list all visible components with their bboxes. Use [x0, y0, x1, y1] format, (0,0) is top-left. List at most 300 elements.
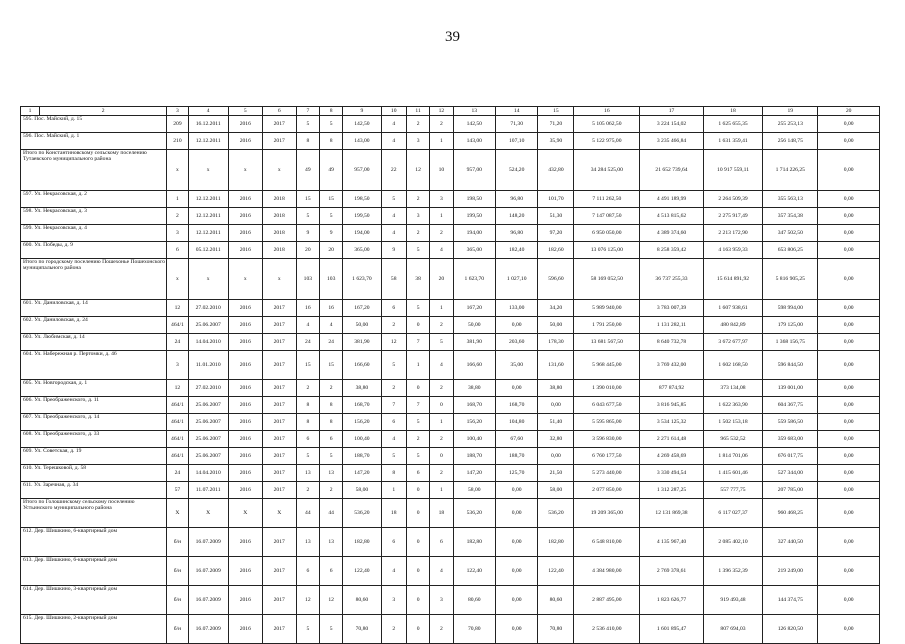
table-cell: 18	[381, 499, 406, 528]
table-cell: 58,00	[538, 482, 574, 499]
table-cell: 256 148,75	[763, 133, 818, 150]
table-cell: x	[188, 259, 228, 300]
table-cell: 210	[167, 133, 188, 150]
table-cell: 38,80	[538, 380, 574, 397]
table-cell: 122,40	[538, 557, 574, 586]
table-cell: x	[228, 259, 262, 300]
table-cell: 2016	[228, 334, 262, 351]
table-cell: 5	[430, 334, 453, 351]
table-cell: 8	[320, 133, 343, 150]
table-cell: 70,80	[538, 615, 574, 644]
table-cell: 188,70	[343, 448, 381, 465]
table-cell: 1 623,70	[343, 259, 381, 300]
table-cell: 11.07.2011	[188, 482, 228, 499]
table-cell: 5 273 440,00	[574, 465, 640, 482]
address-cell: 610. Ул. Терешковой, д. 58	[21, 465, 167, 482]
table-cell: 80,60	[453, 586, 495, 615]
table-cell: 2 077 850,00	[574, 482, 640, 499]
table-cell: 7 147 087,50	[574, 208, 640, 225]
table-cell: 12 131 869,38	[640, 499, 704, 528]
table-cell: 2018	[262, 191, 296, 208]
column-number-header: 9	[343, 107, 381, 116]
table-cell: 5 122 975,00	[574, 133, 640, 150]
table-cell: 25.06.2007	[188, 317, 228, 334]
table-cell: 3	[167, 351, 188, 380]
table-cell: 15 614 891,92	[703, 259, 762, 300]
table-cell: 19 209 365,00	[574, 499, 640, 528]
table-cell: 1 368 156,75	[763, 334, 818, 351]
table-cell: 96,80	[496, 225, 538, 242]
table-cell: 2 275 917,49	[703, 208, 762, 225]
table-cell: 36 737 255,33	[640, 259, 704, 300]
table-cell: 167,20	[343, 300, 381, 317]
table-cell: 2	[406, 191, 429, 208]
table-cell: 20	[320, 242, 343, 259]
table-cell: 0,00	[818, 150, 880, 191]
table-cell: 166,60	[343, 351, 381, 380]
table-cell: 0,00	[496, 482, 538, 499]
table-cell: 71,30	[496, 116, 538, 133]
table-cell: 0	[406, 557, 429, 586]
table-cell: 7	[406, 334, 429, 351]
table-cell: 199,50	[453, 208, 495, 225]
table-cell: 464/1	[167, 431, 188, 448]
table-cell: 16.07.2009	[188, 615, 228, 644]
table-cell: 464/1	[167, 317, 188, 334]
address-cell: 603. Ул. Любимская, д. 14	[21, 334, 167, 351]
table-cell: 355 563,13	[763, 191, 818, 208]
table-cell: 25.06.2007	[188, 431, 228, 448]
table-cell: 103	[320, 259, 343, 300]
address-cell: 601. Ул. Даниловская, д. 14	[21, 300, 167, 317]
table-cell: 5	[406, 300, 429, 317]
table-cell: 2016	[228, 586, 262, 615]
table-cell: 104,80	[496, 414, 538, 431]
table-cell: 156,20	[343, 414, 381, 431]
table-cell: 25.06.2007	[188, 414, 228, 431]
table-cell: 0	[430, 448, 453, 465]
table-cell: 6	[381, 414, 406, 431]
table-cell: 144 374,75	[763, 586, 818, 615]
table-cell: 2017	[262, 300, 296, 317]
table-cell: 49	[320, 150, 343, 191]
table-cell: 2016	[228, 448, 262, 465]
table-cell: 5	[320, 116, 343, 133]
table-cell: 2	[381, 615, 406, 644]
table-cell: 142,50	[453, 116, 495, 133]
table-cell: 2017	[262, 334, 296, 351]
table-cell: 1 631 359,41	[703, 133, 762, 150]
table-cell: 167,20	[453, 300, 495, 317]
table-cell: 2 536 410,00	[574, 615, 640, 644]
table-cell: 0,00	[496, 615, 538, 644]
table-cell: 2016	[228, 300, 262, 317]
table-cell: 919 493,48	[703, 586, 762, 615]
table-cell: 1 607 938,61	[703, 300, 762, 317]
table-cell: 207 785,00	[763, 482, 818, 499]
table-cell: X	[228, 499, 262, 528]
table-cell: 604 367,75	[763, 397, 818, 414]
table-row	[21, 133, 880, 150]
table-cell: 122,40	[453, 557, 495, 586]
table-cell: 0,00	[818, 208, 880, 225]
table-cell: 2016	[228, 208, 262, 225]
table-cell: 24	[167, 334, 188, 351]
table-cell: 0,00	[818, 317, 880, 334]
table-cell: 0,00	[818, 259, 880, 300]
table-cell: 100,40	[343, 431, 381, 448]
table-cell: 15	[320, 191, 343, 208]
table-cell: 1	[167, 191, 188, 208]
table-cell: 2018	[262, 242, 296, 259]
column-number-header: 10	[381, 107, 406, 116]
table-cell: 596 844,50	[763, 351, 818, 380]
table-cell: 524,20	[496, 150, 538, 191]
table-cell: 6	[296, 557, 319, 586]
table-cell: 6	[167, 242, 188, 259]
table-cell: 4	[320, 317, 343, 334]
table-cell: 2	[430, 615, 453, 644]
table-cell: 2	[406, 431, 429, 448]
table-cell: 0	[406, 586, 429, 615]
table-cell: 2	[430, 317, 453, 334]
table-cell: 3 816 945,85	[640, 397, 704, 414]
table-cell: 2017	[262, 351, 296, 380]
address-cell: 595. Пос. Майский, д. 15	[21, 116, 167, 133]
table-cell: 3	[430, 191, 453, 208]
table-row	[21, 586, 880, 615]
table-cell: 957,00	[343, 150, 381, 191]
table-cell: 20	[430, 259, 453, 300]
table-cell: 1	[381, 482, 406, 499]
table-cell: 0,00	[818, 465, 880, 482]
table-cell: 2017	[262, 465, 296, 482]
table-cell: 21 652 739,64	[640, 150, 704, 191]
table-cell: 2 271 614,48	[640, 431, 704, 448]
table-cell: 0	[406, 615, 429, 644]
table-cell: 44	[296, 499, 319, 528]
table-cell: 67,60	[496, 431, 538, 448]
table-cell: 6	[406, 465, 429, 482]
table-cell: 71,20	[538, 116, 574, 133]
table-cell: 5	[381, 448, 406, 465]
table-cell: 182,40	[496, 242, 538, 259]
table-cell: 2016	[228, 397, 262, 414]
table-cell: x	[167, 150, 188, 191]
table-cell: 2	[296, 482, 319, 499]
address-cell: 611. Ул. Заречная, д. 34	[21, 482, 167, 499]
table-cell: 0,00	[818, 528, 880, 557]
table-cell: 143,00	[343, 133, 381, 150]
table-cell: 194,00	[343, 225, 381, 242]
table-cell: 3	[167, 225, 188, 242]
table-cell: 168,70	[496, 397, 538, 414]
table-cell: 6	[320, 557, 343, 586]
table-cell: 0,00	[818, 225, 880, 242]
table-cell: 16.07.2009	[188, 528, 228, 557]
table-cell: 1 131 282,11	[640, 317, 704, 334]
table-cell: 51,30	[538, 208, 574, 225]
table-cell: 100,40	[453, 431, 495, 448]
table-cell: 0,00	[818, 414, 880, 431]
table-cell: 536,20	[453, 499, 495, 528]
table-cell: 148,20	[496, 208, 538, 225]
table-cell: 199,50	[343, 208, 381, 225]
table-cell: 365,00	[453, 242, 495, 259]
table-cell: 7	[406, 397, 429, 414]
table-cell: 0,00	[818, 448, 880, 465]
address-cell: 602. Ул. Даниловская, д. 24	[21, 317, 167, 334]
table-cell: 6	[381, 528, 406, 557]
table-cell: 8	[320, 397, 343, 414]
address-cell: Итого по Константиновскому сельскому поселению Тутаевского муниципального района	[21, 150, 167, 191]
column-number-header: 7	[296, 107, 319, 116]
address-cell: 596. Пос. Майский, д. 1	[21, 133, 167, 150]
table-cell: x	[262, 150, 296, 191]
address-cell: 606. Ул. Преображенского, д. 11	[21, 397, 167, 414]
table-cell: 12	[167, 380, 188, 397]
table-cell: 2017	[262, 414, 296, 431]
table-cell: 1 312 287,25	[640, 482, 704, 499]
table-cell: 2 085 402,10	[703, 528, 762, 557]
table-cell: 179 125,00	[763, 317, 818, 334]
table-cell: 464/1	[167, 448, 188, 465]
table-cell: б/н	[167, 615, 188, 644]
table-cell: 24	[296, 334, 319, 351]
table-cell: 2016	[228, 317, 262, 334]
table-cell: 2 264 509,39	[703, 191, 762, 208]
table-cell: 12	[167, 300, 188, 317]
table-cell: 3 224 154,02	[640, 116, 704, 133]
table-cell: 12.12.2011	[188, 225, 228, 242]
column-number-header: 4	[188, 107, 228, 116]
table-cell: 50,00	[453, 317, 495, 334]
table-cell: 3 769 432,00	[640, 351, 704, 380]
table-row	[21, 208, 880, 225]
table-cell: 1 602 168,50	[703, 351, 762, 380]
table-cell: 24	[320, 334, 343, 351]
table-cell: 2	[320, 380, 343, 397]
table-cell: 2017	[262, 380, 296, 397]
table-cell: 4 269 458,69	[640, 448, 704, 465]
column-number-header: 13	[453, 107, 495, 116]
table-cell: 1	[430, 482, 453, 499]
table-cell: 1	[430, 133, 453, 150]
table-cell: 9	[296, 225, 319, 242]
table-cell: 4	[430, 557, 453, 586]
address-cell: 600. Ул. Победы, д. 9	[21, 242, 167, 259]
table-cell: 559 586,50	[763, 414, 818, 431]
table-cell: 4	[381, 133, 406, 150]
table-cell: 0,00	[818, 397, 880, 414]
table-cell: 464/1	[167, 397, 188, 414]
table-row	[21, 499, 880, 528]
table-cell: 194,00	[453, 225, 495, 242]
table-cell: 4 389 374,60	[640, 225, 704, 242]
table-cell: 4 384 980,00	[574, 557, 640, 586]
table-cell: 0,00	[818, 116, 880, 133]
table-cell: 1 390 010,00	[574, 380, 640, 397]
table-cell: 0	[406, 528, 429, 557]
column-number-header: 2	[40, 107, 167, 116]
address-cell: Итого по городскому поселению Пошехонье Пошехонского муниципального района	[21, 259, 167, 300]
table-cell: 8 258 359,42	[640, 242, 704, 259]
table-cell: 3	[406, 133, 429, 150]
table-cell: 359 683,00	[763, 431, 818, 448]
table-cell: 464/1	[167, 414, 188, 431]
table-cell: 1 027,10	[496, 259, 538, 300]
table-cell: 877 874,92	[640, 380, 704, 397]
column-number-header: 17	[640, 107, 704, 116]
table-cell: 2017	[262, 528, 296, 557]
table-cell: 1 415 601,46	[703, 465, 762, 482]
table-cell: 182,80	[343, 528, 381, 557]
table-cell: 3	[406, 208, 429, 225]
table-cell: 0,00	[538, 448, 574, 465]
table-cell: 13	[320, 528, 343, 557]
table-cell: 0,00	[818, 615, 880, 644]
table-cell: 6	[381, 300, 406, 317]
table-cell: 5 595 865,00	[574, 414, 640, 431]
table-cell: 5 816 905,25	[763, 259, 818, 300]
table-cell: 807 694,03	[703, 615, 762, 644]
table-cell: 107,10	[496, 133, 538, 150]
table-cell: 12.12.2011	[188, 133, 228, 150]
table-cell: x	[188, 150, 228, 191]
table-cell: 2	[406, 116, 429, 133]
table-cell: 3 534 125,32	[640, 414, 704, 431]
table-cell: 381,90	[343, 334, 381, 351]
table-cell: 0,00	[818, 499, 880, 528]
table-cell: 57	[167, 482, 188, 499]
table-cell: 12	[406, 150, 429, 191]
subtotal-row	[21, 150, 880, 191]
table-cell: 5 989 940,00	[574, 300, 640, 317]
table-cell: 373 134,08	[703, 380, 762, 397]
table-cell: 4 163 959,33	[703, 242, 762, 259]
table-cell: 7	[381, 397, 406, 414]
table-header-row	[21, 107, 880, 116]
table-cell: 4 491 189,99	[640, 191, 704, 208]
table-cell: X	[167, 499, 188, 528]
table-cell: 2016	[228, 225, 262, 242]
table-cell: 12	[320, 586, 343, 615]
table-cell: 1 622 363,90	[703, 397, 762, 414]
table-cell: 8	[296, 397, 319, 414]
table-cell: 8	[381, 465, 406, 482]
table-cell: 2	[430, 225, 453, 242]
table-cell: 2016	[228, 242, 262, 259]
table-row	[21, 528, 880, 557]
table-cell: 381,90	[453, 334, 495, 351]
address-cell: 608. Ул. Преображенского, д. 33	[21, 431, 167, 448]
table-cell: 5	[320, 208, 343, 225]
table-row	[21, 116, 880, 133]
table-cell: 38	[406, 259, 429, 300]
table-cell: 527 344,00	[763, 465, 818, 482]
table-cell: 4 513 815,62	[640, 208, 704, 225]
table-cell: 0,00	[496, 586, 538, 615]
table-cell: 16	[320, 300, 343, 317]
table-cell: 13	[320, 465, 343, 482]
table-cell: 122,40	[343, 557, 381, 586]
table-cell: 3 596 830,00	[574, 431, 640, 448]
table-cell: 4	[381, 557, 406, 586]
table-row	[21, 242, 880, 259]
table-cell: 8	[296, 133, 319, 150]
table-cell: 182,80	[538, 528, 574, 557]
table-cell: 2018	[262, 208, 296, 225]
table-cell: 80,60	[343, 586, 381, 615]
table-row	[21, 317, 880, 334]
column-number-header: 19	[763, 107, 818, 116]
table-cell: 25.06.2007	[188, 448, 228, 465]
table-cell: 1 791 250,00	[574, 317, 640, 334]
column-number-header: 12	[430, 107, 453, 116]
table-cell: 3	[381, 586, 406, 615]
table-cell: 2016	[228, 351, 262, 380]
column-number-header: 20	[818, 107, 880, 116]
table-cell: x	[228, 150, 262, 191]
table-cell: 2	[296, 380, 319, 397]
table-cell: 1 714 226,25	[763, 150, 818, 191]
table-cell: 203,60	[496, 334, 538, 351]
table-cell: 10 917 559,11	[703, 150, 762, 191]
table-cell: 14.04.2010	[188, 334, 228, 351]
table-cell: 2016	[228, 482, 262, 499]
table-cell: 327 440,50	[763, 528, 818, 557]
table-row	[21, 300, 880, 317]
table-cell: 0,00	[818, 557, 880, 586]
table-cell: 125,70	[496, 465, 538, 482]
table-cell: 198,50	[343, 191, 381, 208]
address-cell: 614. Дер. Шишкино, 3-квартирный дом	[21, 586, 167, 615]
table-cell: 4	[381, 225, 406, 242]
table-cell: 6 760 177,50	[574, 448, 640, 465]
table-row	[21, 351, 880, 380]
table-row	[21, 334, 880, 351]
address-cell: 613. Дер. Шишкино, 6-квартирный дом	[21, 557, 167, 586]
table-cell: 2016	[228, 414, 262, 431]
page-number: 39	[445, 29, 460, 45]
table-cell: 58,00	[343, 482, 381, 499]
table-cell: 14.04.2010	[188, 465, 228, 482]
table-cell: 596,60	[538, 259, 574, 300]
table-cell: 142,50	[343, 116, 381, 133]
table-cell: 15	[320, 351, 343, 380]
table-cell: 0	[406, 380, 429, 397]
table-cell: 2	[167, 208, 188, 225]
table-cell: 0,00	[496, 528, 538, 557]
table-cell: 0,00	[538, 397, 574, 414]
table-cell: 0	[406, 317, 429, 334]
table-cell: 44	[320, 499, 343, 528]
table-cell: 2	[381, 317, 406, 334]
table-cell: 209	[167, 116, 188, 133]
table-cell: 8 640 732,78	[640, 334, 704, 351]
table-cell: 0,00	[496, 557, 538, 586]
address-cell: 609. Ул. Советская, д. 19	[21, 448, 167, 465]
table-cell: 9	[320, 225, 343, 242]
table-cell: 1 823 626,77	[640, 586, 704, 615]
table-cell: 2	[430, 465, 453, 482]
table-cell: 5 105 062,50	[574, 116, 640, 133]
address-cell: 605. Ул. Новгородская, д. 1	[21, 380, 167, 397]
table-cell: 168,70	[453, 397, 495, 414]
table-cell: б/н	[167, 586, 188, 615]
table-cell: 676 017,75	[763, 448, 818, 465]
address-cell: 604. Ул. Набережная р. Пертомки, д. 46	[21, 351, 167, 380]
